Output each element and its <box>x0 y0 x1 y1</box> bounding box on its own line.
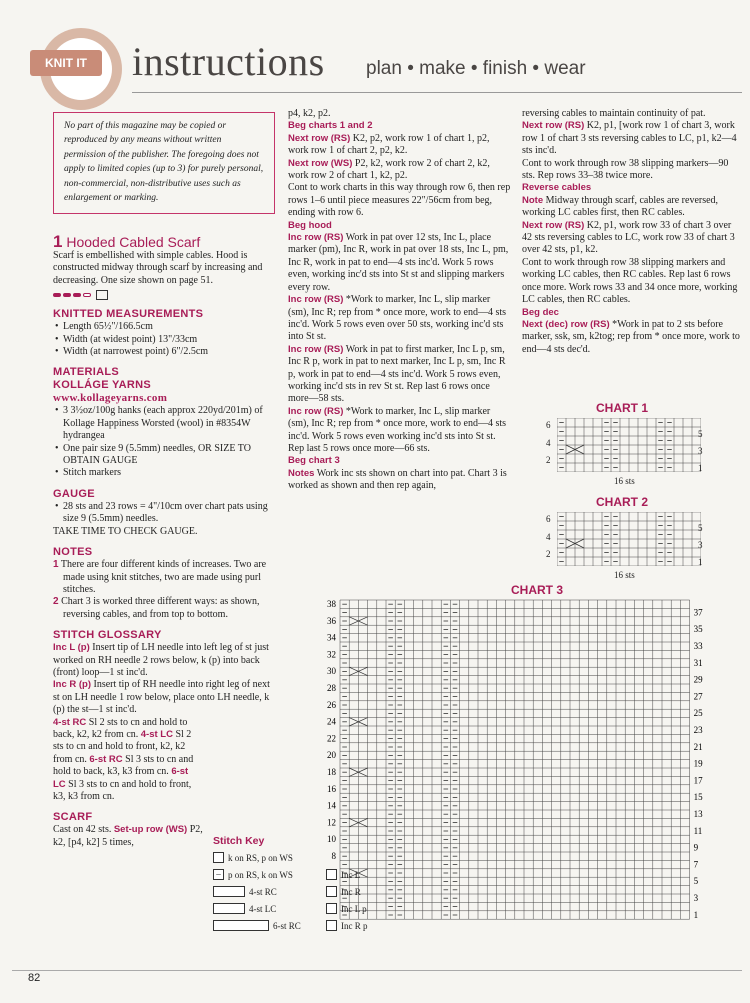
step: reversing cables to maintain continuity of pat. <box>522 108 706 119</box>
row-number: 6 <box>546 514 551 524</box>
row-number: 31 <box>693 657 703 668</box>
row-number: 3 <box>698 446 703 456</box>
materials-list <box>53 405 275 479</box>
row-number: 5 <box>698 429 703 439</box>
row-number: 20 <box>327 750 336 761</box>
glossary-cables: 4-st RC Sl 2 sts to cn and hold to back, k2, k2 from cn. 4-st LC Sl 2 sts to cn and hold to front, k2, k2 from cn. 6-st RC Sl 3 sts to cn and hold to back, k3, k3 from cn. 6-st LC Sl 3 sts to cn and hold to front, k3, k3 from cn. <box>53 716 194 802</box>
row-number: 27 <box>693 691 703 702</box>
key-item: Inc L p <box>326 903 367 914</box>
step: Inc row (RS) Work in pat to first marker, Inc L p, sm, Inc R p, work in pat to next marker, Inc L p, sm, Inc R p, work in pat to end—4 sts inc'd. Work 5 rows even, working inc'd sts in rev St st. Rep last 6 rows once more—58 sts. <box>288 343 506 405</box>
skill-level-icon <box>53 290 275 300</box>
row-number: 29 <box>693 674 703 685</box>
row-number: 12 <box>327 817 336 828</box>
key-item: 4-st RC <box>213 886 277 897</box>
row-number: 14 <box>327 800 336 811</box>
materials-heading: MATERIALS <box>53 366 120 379</box>
row-number: 28 <box>327 683 336 693</box>
step: Note Midway through scarf, cables are reversed, working LC cables first, then RC cables. <box>522 194 719 219</box>
step: Next row (RS) K2, p1, work row 33 of chart 3 over 42 sts reversing cables to LC, work row 33 of chart 3 over 42 sts, p1, k2. <box>522 219 735 256</box>
article-intro: Scarf is embellished with simple cables. Hood is constructed midway through scarf by increasing and decreasing. One size shown on page 51. <box>53 250 263 286</box>
step: Cont to work through row 38 slipping markers—90 sts. Rep rows 33–38 twice more. <box>522 157 729 182</box>
glossary-inc-r: Inc R (p) Insert tip of RH needle into right leg of next st on LH needle 1 row below, place onto LH needle, k (p) the st—1 st inc'd. <box>53 679 270 716</box>
column-2 <box>288 108 511 493</box>
column-1 <box>53 112 275 849</box>
footer-divider <box>12 970 742 971</box>
key-item: Inc L <box>326 869 360 880</box>
note-item: 1 There are four different kinds of increases. Two are made using knit stitches, two are made using purl stitches. <box>53 559 267 595</box>
list-item: • 3 3½oz/100g hanks (each approx 220yd/201m) of Kollage Happiness Worsted (wool) in #8354W hydrangea <box>63 405 275 442</box>
step: Next row (RS) K2, p1, [work row 1 of chart 3, work row 1 of chart 3 sts reversing cables to LC, p1, k2—4 sts inc'd. <box>522 120 737 157</box>
list-item: • Width (at narrowest point) 6"/2.5cm <box>63 346 275 358</box>
row-number: 5 <box>698 523 703 533</box>
row-number: 10 <box>327 834 336 845</box>
column-3 <box>522 108 740 356</box>
row-number: 3 <box>693 893 699 903</box>
chart-1-title: CHART 1 <box>596 401 649 415</box>
row-number: 25 <box>693 708 703 719</box>
row-number: 24 <box>327 716 336 727</box>
list-item: • Stitch markers <box>63 467 275 479</box>
key-item: Inc R <box>326 886 361 897</box>
row-number: 33 <box>693 641 703 651</box>
gauge-heading: GAUGE <box>53 487 95 500</box>
chart-2-title: CHART 2 <box>596 495 649 509</box>
row-number: 37 <box>693 607 703 618</box>
row-number: 17 <box>693 775 703 786</box>
brand-url[interactable]: www.kollageyarns.com <box>53 392 168 405</box>
row-number: 11 <box>693 825 703 836</box>
header-divider <box>132 92 742 93</box>
row-number: 38 <box>327 599 336 609</box>
row-number: 5 <box>693 876 699 887</box>
row-number: 16 <box>327 783 336 794</box>
step: Next row (WS) P2, k2, work row 2 of chart 2, k2, work row 2 of chart 1, k2, p2. <box>288 157 490 182</box>
badge-label: KNIT IT <box>30 50 102 76</box>
row-number: 36 <box>327 615 336 626</box>
article-number: 1 <box>53 232 63 251</box>
step: Rep last 5 rows once more—66 sts. <box>288 442 430 454</box>
row-number: 15 <box>693 792 703 803</box>
row-number: 19 <box>693 758 703 769</box>
row-number: 6 <box>546 420 551 430</box>
step: Next row (RS) K2, p2, work row 1 of chart 1, p2, work row 1 of chart 2, p2, k2. <box>288 132 490 157</box>
chart-1-sts: 16 sts <box>614 476 635 486</box>
materials-brand: KOLLÁGE YARNS <box>53 379 152 392</box>
measurements-list <box>53 321 275 358</box>
note-item: 2 Chart 3 is worked three different ways: as shown, reversing cables, and from top to bottom. <box>53 596 260 620</box>
step: Notes Work inc sts shown on chart into pat. Chart 3 is worked as shown and then rep again, <box>288 467 507 492</box>
page-title: instructions <box>132 39 325 84</box>
page-number: 82 <box>28 972 41 984</box>
row-number: 1 <box>693 909 699 920</box>
glossary-heading: STITCH GLOSSARY <box>53 629 162 642</box>
beg-chart-3: Beg chart 3 <box>288 455 340 467</box>
book-icon <box>96 290 108 300</box>
row-number: 8 <box>331 851 336 861</box>
chart-1-grid <box>557 418 701 472</box>
scarf-setup: Cast on 42 sts. Set-up row (WS) P2, k2, [p4, k2] 5 times, <box>53 824 203 848</box>
row-number: 22 <box>327 733 336 744</box>
article-name: Hooded Cabled Scarf <box>66 234 201 250</box>
row-number: 2 <box>546 455 551 465</box>
list-item: • Width (at widest point) 13"/33cm <box>63 334 275 346</box>
stitch-key-title: Stitch Key <box>213 835 265 847</box>
row-number: 7 <box>693 859 699 870</box>
row-number: 9 <box>693 842 699 853</box>
list-item: • 28 sts and 23 rows = 4"/10cm over chart pats using size 9 (5.5mm) needles. <box>63 501 275 526</box>
measurements-heading: KNITTED MEASUREMENTS <box>53 308 204 321</box>
key-item: 4-st LC <box>213 903 276 914</box>
beg-hood: Beg hood <box>288 219 332 231</box>
row-number: 4 <box>546 438 551 448</box>
row-number: 32 <box>327 649 336 660</box>
row-number: 1 <box>698 557 703 567</box>
scarf-cont: p4, k2, p2. <box>288 108 331 119</box>
row-number: 13 <box>693 809 703 819</box>
key-item: Inc R p <box>326 920 368 931</box>
row-number: 30 <box>327 666 336 677</box>
beg-dec: Beg dec <box>522 306 559 318</box>
list-item: • Length 65½"/166.5cm <box>63 321 275 333</box>
chart-3-grid <box>327 599 730 930</box>
reverse-cables: Reverse cables <box>522 182 592 194</box>
chart-2-sts: 16 sts <box>614 570 635 580</box>
chart-3-title: CHART 3 <box>511 583 564 597</box>
row-number: 18 <box>327 767 336 777</box>
row-number: 21 <box>693 741 703 752</box>
key-item: k on RS, p on WS <box>213 852 293 863</box>
copyright-notice: No part of this magazine may be copied or reproduced by any means without written permission of the publisher. The foregoing does not apply to limited copies (up to 3) for purely personal, non-commercial, non-distributive uses such as enlargement or marking. <box>53 112 275 214</box>
notes-heading: NOTES <box>53 546 93 559</box>
row-number: 3 <box>698 540 703 550</box>
page-subtitle: plan • make • finish • wear <box>366 58 586 79</box>
row-number: 2 <box>546 549 551 559</box>
row-number: 34 <box>327 632 336 643</box>
row-number: 35 <box>693 624 703 635</box>
step: Inc row (RS) *Work to marker, Inc L, slip marker (sm), Inc R; rep from * once more, work to end—4 sts inc'd. Work 5 rows even over 50 sts, working inc'd sts into St st. <box>288 294 507 343</box>
gauge-note: TAKE TIME TO CHECK GAUGE. <box>53 525 198 537</box>
key-item: – p on RS, k on WS <box>213 869 293 880</box>
key-item: 6-st RC <box>213 920 301 931</box>
row-number: 4 <box>546 532 551 542</box>
step: Inc row (RS) Work in pat over 12 sts, Inc L, place marker (pm), Inc R, work in pat over 18 sts, Inc L, pm, Inc R, work in pat to end—4 sts inc'd. Work 5 rows even, working inc'd sts into St st and slipping markers every row. <box>288 232 509 293</box>
glossary-inc-l: Inc L (p) Insert tip of LH needle into left leg of st just worked on RH needle 2 rows below, k (p) into back (front) loop—1 st inc'd. <box>53 642 269 678</box>
row-number: 26 <box>327 699 336 710</box>
step: Cont to work through row 38 slipping markers and working LC cables, then RC cables. Rep last 6 rows once more. Work rows 33 and 34 once more, working LC cables, then RC cables. <box>522 256 738 306</box>
row-number: 1 <box>698 463 703 473</box>
list-item: • One pair size 9 (5.5mm) needles, OR SIZE TO OBTAIN GAUGE <box>63 443 275 468</box>
chart-2-grid <box>557 512 701 566</box>
article-title <box>53 234 275 250</box>
beg-charts-1-2: Beg charts 1 and 2 <box>288 120 373 132</box>
step: Cont to work charts in this way through row 6, then rep rows 1–6 until piece measures 22"/56cm from beg, ending with row 6. <box>288 182 511 219</box>
scarf-heading: SCARF <box>53 811 93 824</box>
row-number: 23 <box>693 725 703 735</box>
step: Inc row (RS) *Work to marker, Inc L, slip marker (sm), Inc R; rep from * once more, work to end—4 sts inc'd. Work 5 rows even working inc'd sts into St st. <box>288 405 507 442</box>
step: Next (dec) row (RS) *Work in pat to 2 sts before marker, ssk, sm, k2tog; rep from * once more, work to end—4 sts dec'd. <box>522 318 740 355</box>
